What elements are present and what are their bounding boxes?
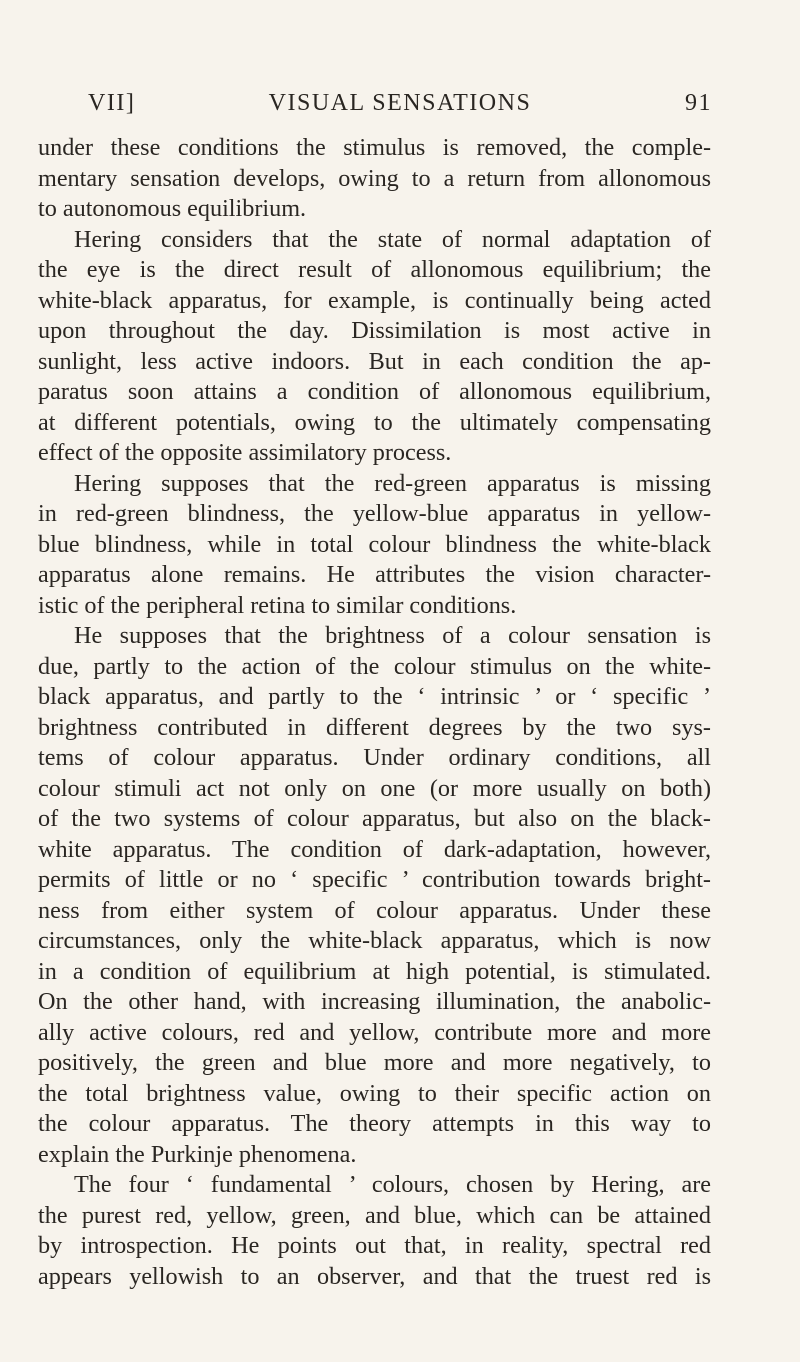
page-number: 91: [685, 90, 712, 116]
text-line: colour stimuli act not only on one (or more usually on both): [38, 774, 711, 802]
running-title: VISUAL SENSATIONS: [268, 90, 532, 116]
text-line: positively, the green and blue more and more negatively, to: [38, 1049, 711, 1076]
text-line: the total brightness value, owing to their specific action on: [38, 1079, 711, 1107]
text-line: istic of the peripheral retina to similar conditions.: [38, 591, 517, 619]
text-line: by introspection. He points out that, in reality, spectral red: [38, 1232, 711, 1259]
text-line: brightness contributed in different degrees by the two sys-: [38, 713, 711, 741]
text-line: On the other hand, with increasing illumination, the anabolic-: [38, 988, 711, 1015]
text-line: due, partly to the action of the colour stimulus on the white-: [38, 652, 711, 680]
text-line: under these conditions the stimulus is removed, the comple-: [38, 134, 711, 161]
text-line: white-black apparatus, for example, is continually being acted: [38, 286, 711, 314]
text-line: The four ‘ fundamental ’ colours, chosen by Hering, are: [74, 1171, 711, 1198]
text-line: explain the Purkinje phenomena.: [38, 1140, 357, 1168]
text-line: in red-green blindness, the yellow-blue apparatus in yellow-: [38, 500, 711, 527]
text-line: Hering supposes that the red-green apparatus is missing: [74, 469, 711, 497]
running-head: [88, 90, 712, 120]
body-text: [38, 133, 711, 1292]
text-line: Hering considers that the state of normal adaptation of: [74, 225, 711, 253]
text-line: permits of little or no ‘ specific ’ contribution towards bright-: [38, 866, 711, 893]
text-line: apparatus alone remains. He attributes the vision character-: [38, 561, 711, 588]
text-line: blue blindness, while in total colour blindness the white-black: [38, 530, 711, 558]
text-line: mentary sensation develops, owing to a return from allonomous: [38, 164, 711, 192]
text-line: at different potentials, owing to the ultimately compensating: [38, 408, 711, 436]
text-line: in a condition of equilibrium at high potential, is stimulated.: [38, 957, 711, 985]
text-line: He supposes that the brightness of a colour sensation is: [74, 622, 711, 649]
text-line: of the two systems of colour apparatus, but also on the black-: [38, 805, 711, 832]
text-line: ally active colours, red and yellow, contribute more and more: [38, 1018, 711, 1046]
text-line: ness from either system of colour apparatus. Under these: [38, 896, 711, 924]
text-line: the purest red, yellow, green, and blue, which can be attained: [38, 1201, 711, 1229]
text-line: white apparatus. The condition of dark-adaptation, however,: [38, 835, 711, 863]
text-line: tems of colour apparatus. Under ordinary conditions, all: [38, 744, 711, 771]
text-line: circumstances, only the white-black apparatus, which is now: [38, 927, 711, 954]
text-line: appears yellowish to an observer, and that the truest red is: [38, 1262, 711, 1290]
text-line: paratus soon attains a condition of allonomous equilibrium,: [38, 378, 711, 405]
text-line: the eye is the direct result of allonomous equilibrium; the: [38, 256, 711, 283]
text-line: effect of the opposite assimilatory process.: [38, 439, 452, 466]
text-line: upon throughout the day. Dissimilation is most active in: [38, 317, 711, 344]
text-line: black apparatus, and partly to the ‘ intrinsic ’ or ‘ specific ’: [38, 683, 711, 710]
text-line: the colour apparatus. The theory attempts in this way to: [38, 1110, 711, 1137]
text-line: to autonomous equilibrium.: [38, 195, 307, 222]
chapter-number: VII]: [88, 90, 136, 116]
text-line: sunlight, less active indoors. But in each condition the ap-: [38, 347, 711, 375]
